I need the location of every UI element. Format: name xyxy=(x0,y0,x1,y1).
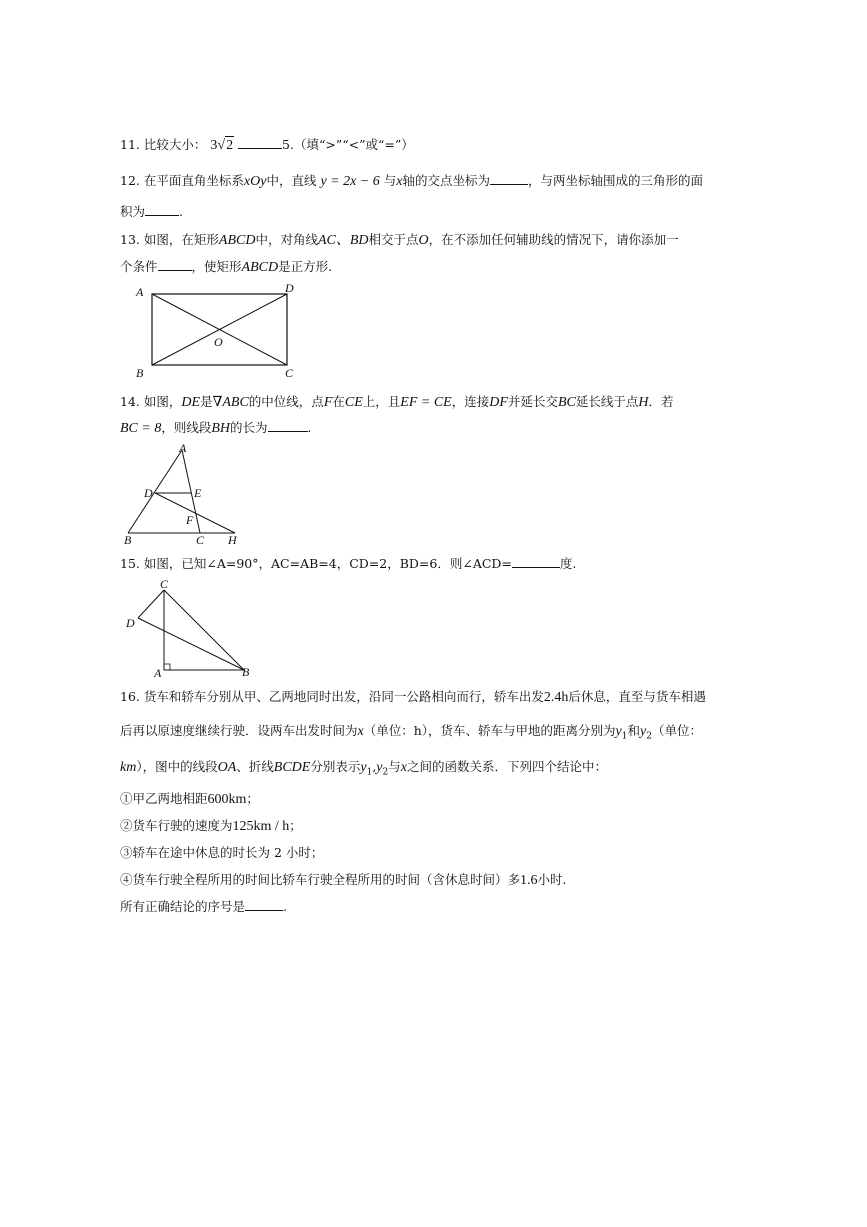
label-b: B xyxy=(124,533,132,547)
question-11: 11. 比较大小： 3√2 5.（填“>”“<”或“=”） xyxy=(120,137,414,153)
label-d: D xyxy=(285,281,294,295)
label-a: A xyxy=(136,285,144,299)
answer-blank[interactable] xyxy=(268,419,308,432)
label-a: A xyxy=(154,666,162,680)
answer-blank[interactable] xyxy=(245,898,283,911)
conclusion-1: ①甲乙两地相距600km； xyxy=(120,791,259,807)
label-h: H xyxy=(228,533,237,547)
question-16-line3: km），图中的线段OA、折线BCDE分别表示$y_1,y_2$与x之间的函数关系．下列四个结论中： xyxy=(120,759,607,778)
question-12: 12. 在平面直角坐标系xOy中，直线 y = 2x − 6 与x轴的交点坐标为 ，与两坐标轴围成的三角形的面 xyxy=(120,173,704,189)
side-ab xyxy=(128,450,182,533)
question-15: 15. 如图，已知∠A=90°，AC=AB=4，CD=2，BD=6．则∠ACD= 度. xyxy=(120,556,577,571)
expr-3sqrt2: 3√2 xyxy=(210,138,234,153)
question-14: 14. 如图，DE是∇ABC的中位线，点F在CE上，且EF = CE，连接DF并延长交BC延长线于点H．若 xyxy=(120,394,674,410)
label-b: B xyxy=(136,366,144,380)
conclusion-3: ③轿车在途中休息的时长为 2 小时； xyxy=(120,845,324,860)
figure-15-triangle xyxy=(120,577,260,680)
right-angle-mark xyxy=(164,664,170,670)
question-16-line1: 16. 货车和轿车分别从甲、乙两地同时出发，沿同一公路相向而行，轿车出发2.4h后休息，直至与货车相遇 xyxy=(120,689,706,705)
figure-14-triangle xyxy=(120,440,250,550)
answer-blank[interactable] xyxy=(238,136,282,149)
label-d: D xyxy=(144,486,153,500)
label-a: A xyxy=(179,441,187,455)
conclusion-4: ④货车行驶全程所用的时间比轿车行驶全程所用的时间（含休息时间）多1.6小时. xyxy=(120,872,567,888)
question-13-line2: 个条件 ，使矩形ABCD是正方形. xyxy=(120,259,333,275)
answer-blank[interactable] xyxy=(145,203,179,216)
label-c: C xyxy=(160,577,169,591)
label-o: O xyxy=(214,335,223,349)
label-f: F xyxy=(186,513,194,527)
segment-cd xyxy=(138,590,164,618)
answer-blank[interactable] xyxy=(158,258,192,271)
label-d: D xyxy=(126,616,135,630)
label-c: C xyxy=(285,366,294,380)
question-13: 13. 如图，在矩形ABCD中，对角线AC、BD相交于点O，在不添加任何辅助线的情况下，请你添加一 xyxy=(120,232,679,248)
figure-13-rectangle xyxy=(130,280,300,380)
segment-db xyxy=(138,618,244,670)
question-12-line2: 积为 . xyxy=(120,204,183,219)
label-b: B xyxy=(242,665,250,679)
label-c: C xyxy=(196,533,205,547)
answer-blank[interactable] xyxy=(512,555,560,568)
question-16-answer: 所有正确结论的序号是 . xyxy=(120,899,287,914)
side-cb xyxy=(164,590,244,670)
answer-blank[interactable] xyxy=(490,172,528,185)
conclusion-2: ②货车行驶的速度为125km / h； xyxy=(120,818,302,834)
question-16-line2: 后再以原速度继续行驶．设两车出发时间为x（单位：h），货车、轿车与甲地的距离分别为$y_1$和$y_2$（单位： xyxy=(120,723,702,742)
question-14-line2: BC = 8，则线段BH的长为 . xyxy=(120,420,312,436)
label-e: E xyxy=(194,486,202,500)
